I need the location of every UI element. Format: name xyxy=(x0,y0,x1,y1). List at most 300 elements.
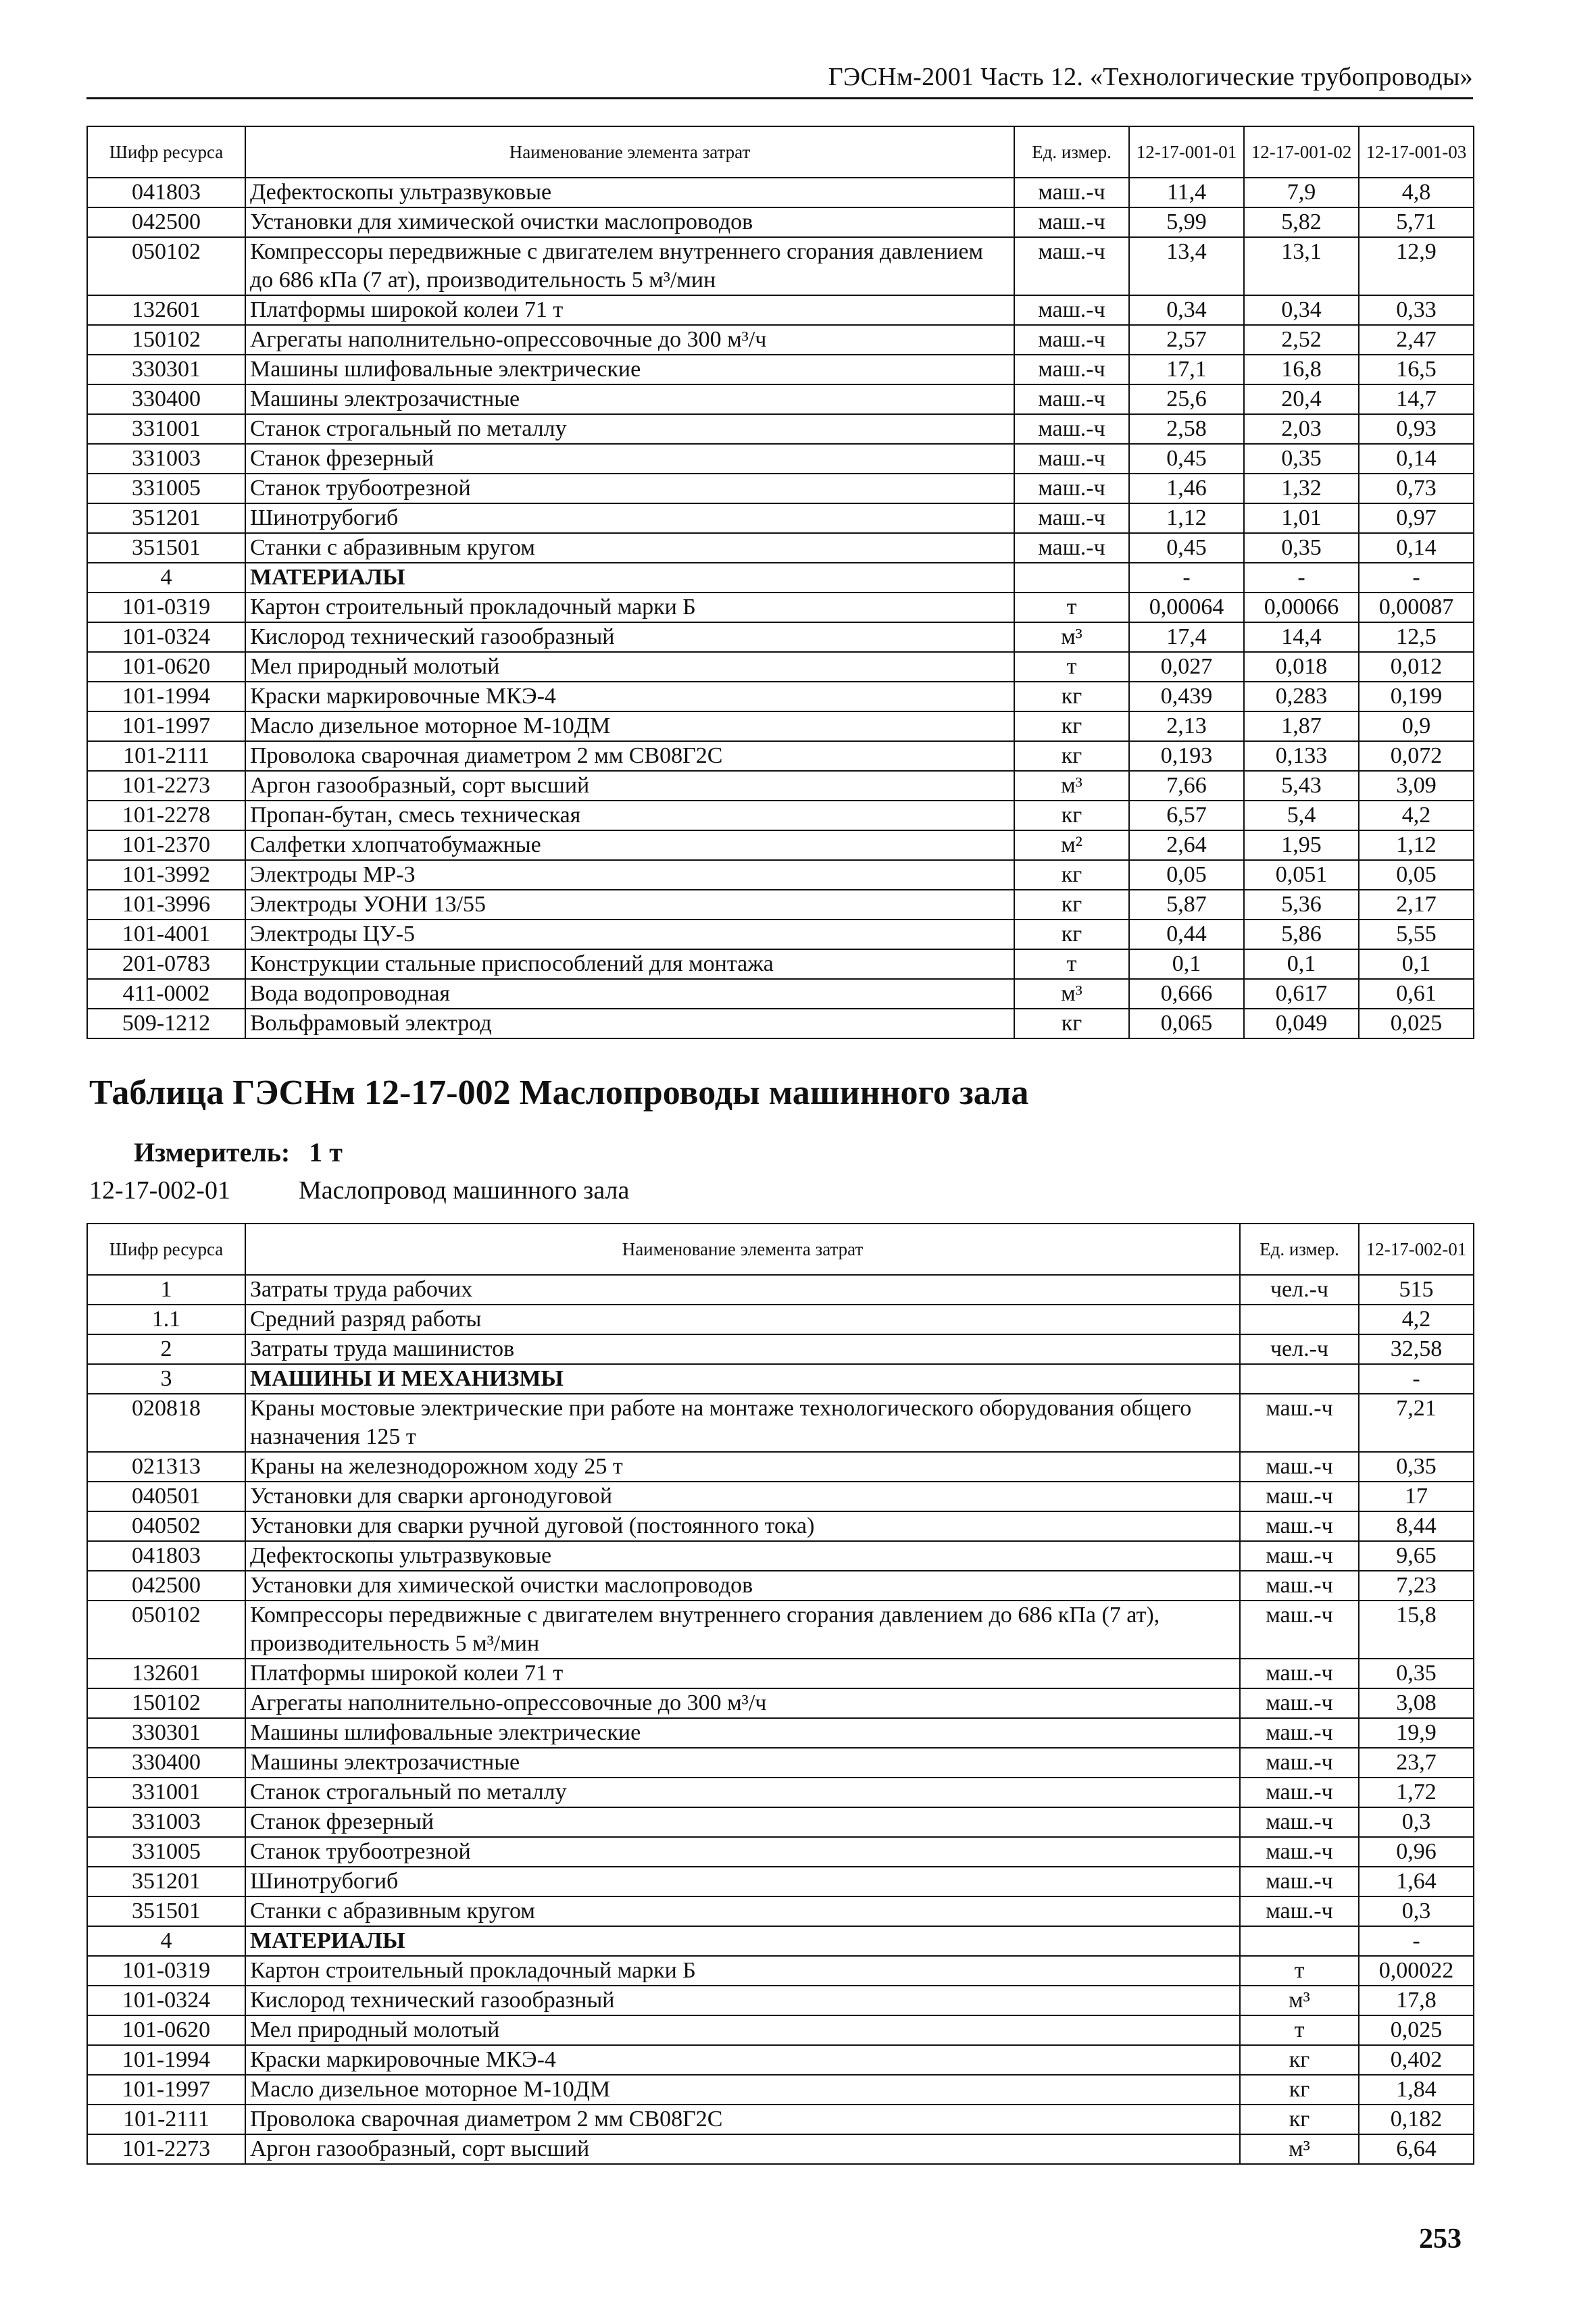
norm-value-1: 1,12 xyxy=(1129,503,1244,533)
norm-value-1: 8,44 xyxy=(1359,1511,1474,1541)
resource-code: 509-1212 xyxy=(87,1009,245,1038)
resource-code: 101-0319 xyxy=(87,1956,245,1986)
table-row xyxy=(87,979,1474,1009)
norm-value-3: 0,14 xyxy=(1359,444,1474,474)
resource-name: Дефектоскопы ультразвуковые xyxy=(245,1541,1240,1571)
resource-name: Масло дизельное моторное М-10ДМ xyxy=(245,711,1014,741)
norm-value-1: 5,87 xyxy=(1129,890,1244,920)
resource-name: Проволока сварочная диаметром 2 мм СВ08Г2С xyxy=(245,2105,1240,2134)
resource-name: Конструкции стальные приспособлений для монтажа xyxy=(245,949,1014,979)
norm-value-3: 16,5 xyxy=(1359,355,1474,384)
norm-value-2: 0,35 xyxy=(1244,533,1359,563)
unit-cell: маш.-ч xyxy=(1240,1659,1359,1688)
norm-value-1: 7,21 xyxy=(1359,1394,1474,1452)
resource-code: 101-2273 xyxy=(87,2134,245,2164)
table-row xyxy=(87,474,1474,503)
resource-name: Картон строительный прокладочный марки Б xyxy=(245,593,1014,622)
resource-code: 331003 xyxy=(87,1807,245,1837)
table-row xyxy=(87,1482,1474,1511)
unit-cell: маш.-ч xyxy=(1240,1867,1359,1896)
resource-name: Салфетки хлопчатобумажные xyxy=(245,830,1014,860)
norm-value-1: 17 xyxy=(1359,1482,1474,1511)
norm-value-2: 13,1 xyxy=(1244,237,1359,295)
norm-value-2: 5,82 xyxy=(1244,207,1359,237)
table-row xyxy=(87,444,1474,474)
col-header-unit: Ед. измер. xyxy=(1240,1224,1359,1275)
col-header-name: Наименование элемента затрат xyxy=(245,1224,1240,1275)
norm-value-1: 515 xyxy=(1359,1275,1474,1305)
norm-value-1: 7,66 xyxy=(1129,771,1244,801)
resource-name: Компрессоры передвижные с двигателем внутреннего сгорания давлением до 686 кПа (7 ат), производительность 5 м³/мин xyxy=(245,237,1014,295)
norm-value-1: 0,439 xyxy=(1129,682,1244,711)
unit-cell: кг xyxy=(1014,920,1129,949)
table-row xyxy=(87,1748,1474,1778)
unit-cell: кг xyxy=(1240,2075,1359,2105)
norm-value-1: 0,3 xyxy=(1359,1807,1474,1837)
norm-value-2: 5,86 xyxy=(1244,920,1359,949)
resource-code: 101-0324 xyxy=(87,1986,245,2015)
resource-name: Машины шлифовальные электрические xyxy=(245,355,1014,384)
resource-name: Станок строгальный по металлу xyxy=(245,414,1014,444)
norm-value-2: 1,01 xyxy=(1244,503,1359,533)
resource-name: Машины электрозачистные xyxy=(245,1748,1240,1778)
table-row xyxy=(87,2045,1474,2075)
table-row xyxy=(87,920,1474,949)
norm-value-1: - xyxy=(1129,563,1244,593)
resource-code: 331001 xyxy=(87,1778,245,1807)
resource-name: Установки для сварки аргонодуговой xyxy=(245,1482,1240,1511)
resource-code: 150102 xyxy=(87,1688,245,1718)
norm-value-3: 4,8 xyxy=(1359,178,1474,207)
norm-value-2: 5,36 xyxy=(1244,890,1359,920)
unit-cell: маш.-ч xyxy=(1240,1571,1359,1601)
norm-value-1: 0,027 xyxy=(1129,652,1244,682)
col-header-unit: Ед. измер. xyxy=(1014,126,1129,178)
unit-cell xyxy=(1240,1305,1359,1334)
resource-name: Платформы широкой колеи 71 т xyxy=(245,1659,1240,1688)
table-row xyxy=(87,237,1474,295)
norm-value-3: 3,09 xyxy=(1359,771,1474,801)
table-row xyxy=(87,1867,1474,1896)
table-row xyxy=(87,414,1474,444)
norm-value-3: 0,199 xyxy=(1359,682,1474,711)
norm-value-2: 0,34 xyxy=(1244,295,1359,325)
unit-cell: маш.-ч xyxy=(1240,1688,1359,1718)
unit-cell: кг xyxy=(1240,2105,1359,2134)
norm-code: 12-17-002-01 xyxy=(89,1176,230,1205)
resource-code: 101-0324 xyxy=(87,622,245,652)
table-row xyxy=(87,207,1474,237)
resource-code: 101-3996 xyxy=(87,890,245,920)
resource-code: 101-3992 xyxy=(87,860,245,890)
resource-name: Платформы широкой колеи 71 т xyxy=(245,295,1014,325)
unit-cell: маш.-ч xyxy=(1240,1541,1359,1571)
unit-cell: кг xyxy=(1014,682,1129,711)
norm-value-3: 12,5 xyxy=(1359,622,1474,652)
resource-code: 331003 xyxy=(87,444,245,474)
resource-code: 4 xyxy=(87,1926,245,1956)
norm-value-1: 0,45 xyxy=(1129,444,1244,474)
norm-value-3: 14,7 xyxy=(1359,384,1474,414)
unit-cell: маш.-ч xyxy=(1014,384,1129,414)
resource-name: Шинотрубогиб xyxy=(245,503,1014,533)
resource-code: 3 xyxy=(87,1364,245,1394)
resource-code: 101-2370 xyxy=(87,830,245,860)
norm-value-1: 17,8 xyxy=(1359,1986,1474,2015)
unit-cell: маш.-ч xyxy=(1014,533,1129,563)
table-row xyxy=(87,1956,1474,1986)
table-row xyxy=(87,1364,1474,1394)
norm-value-3: 5,55 xyxy=(1359,920,1474,949)
resource-code: 101-2111 xyxy=(87,2105,245,2134)
unit-cell: маш.-ч xyxy=(1014,237,1129,295)
table-row xyxy=(87,533,1474,563)
norm-value-1: 1,84 xyxy=(1359,2075,1474,2105)
norm-value-1: 13,4 xyxy=(1129,237,1244,295)
norm-value-1: 0,666 xyxy=(1129,979,1244,1009)
resource-code: 041803 xyxy=(87,1541,245,1571)
table-row xyxy=(87,1986,1474,2015)
norm-value-3: 0,025 xyxy=(1359,1009,1474,1038)
norm-value-1: 1,64 xyxy=(1359,1867,1474,1896)
resource-code: 050102 xyxy=(87,1601,245,1659)
table-row xyxy=(87,1452,1474,1482)
resource-code: 330301 xyxy=(87,355,245,384)
resource-code: 330400 xyxy=(87,1748,245,1778)
unit-cell xyxy=(1240,1926,1359,1956)
resource-name: Станки с абразивным кругом xyxy=(245,533,1014,563)
resource-code: 4 xyxy=(87,563,245,593)
resource-code: 041803 xyxy=(87,178,245,207)
resource-name: Аргон газообразный, сорт высший xyxy=(245,771,1014,801)
norm-value-2: 0,1 xyxy=(1244,949,1359,979)
resource-code: 351501 xyxy=(87,533,245,563)
norm-value-1: 0,35 xyxy=(1359,1659,1474,1688)
norm-value-1: 32,58 xyxy=(1359,1334,1474,1364)
resource-name: Станок фрезерный xyxy=(245,1807,1240,1837)
norm-value-3: - xyxy=(1359,563,1474,593)
resource-name: Агрегаты наполнительно-опрессовочные до 300 м³/ч xyxy=(245,1688,1240,1718)
norm-value-1: 1,46 xyxy=(1129,474,1244,503)
norm-value-1: 7,23 xyxy=(1359,1571,1474,1601)
norm-value-2: 14,4 xyxy=(1244,622,1359,652)
norm-value-2: 2,52 xyxy=(1244,325,1359,355)
resource-name: Затраты труда рабочих xyxy=(245,1275,1240,1305)
resource-name: Станок трубоотрезной xyxy=(245,474,1014,503)
norm-value-1: 6,64 xyxy=(1359,2134,1474,2164)
norm-value-1: 0,35 xyxy=(1359,1452,1474,1482)
norm-value-2: 16,8 xyxy=(1244,355,1359,384)
unit-cell: кг xyxy=(1014,860,1129,890)
norm-value-1: 0,05 xyxy=(1129,860,1244,890)
norm-value-3: 0,97 xyxy=(1359,503,1474,533)
norm-value-2: 0,018 xyxy=(1244,652,1359,682)
norm-value-1: - xyxy=(1359,1926,1474,1956)
table-row xyxy=(87,652,1474,682)
unit-cell: маш.-ч xyxy=(1240,1807,1359,1837)
col-header-norm-3: 12-17-001-03 xyxy=(1359,126,1474,178)
norm-value-1: 0,45 xyxy=(1129,533,1244,563)
resource-name: Масло дизельное моторное М-10ДМ xyxy=(245,2075,1240,2105)
resource-name: Электроды ЦУ-5 xyxy=(245,920,1014,949)
norm-value-1: 0,00064 xyxy=(1129,593,1244,622)
table-row xyxy=(87,384,1474,414)
norm-value-2: 0,051 xyxy=(1244,860,1359,890)
resource-table-1 xyxy=(86,126,1474,1039)
resource-name: Картон строительный прокладочный марки Б xyxy=(245,1956,1240,1986)
resource-name: Мел природный молотый xyxy=(245,2015,1240,2045)
resource-code: 331005 xyxy=(87,474,245,503)
resource-code: 101-4001 xyxy=(87,920,245,949)
unit-cell: маш.-ч xyxy=(1240,1718,1359,1748)
resource-name: Установки для сварки ручной дуговой (постоянного тока) xyxy=(245,1511,1240,1541)
unit-cell: маш.-ч xyxy=(1240,1482,1359,1511)
unit-cell: маш.-ч xyxy=(1240,1601,1359,1659)
resource-code: 351501 xyxy=(87,1896,245,1926)
unit-cell: маш.-ч xyxy=(1014,444,1129,474)
resource-code: 150102 xyxy=(87,325,245,355)
table-row xyxy=(87,711,1474,741)
norm-value-1: 3,08 xyxy=(1359,1688,1474,1718)
unit-cell: м³ xyxy=(1014,771,1129,801)
norm-value-3: 0,1 xyxy=(1359,949,1474,979)
norm-value-1: 0,025 xyxy=(1359,2015,1474,2045)
norm-value-1: 11,4 xyxy=(1129,178,1244,207)
table-row xyxy=(87,178,1474,207)
norm-value-3: 4,2 xyxy=(1359,801,1474,830)
norm-value-3: 0,9 xyxy=(1359,711,1474,741)
table-row xyxy=(87,503,1474,533)
norm-value-3: 0,73 xyxy=(1359,474,1474,503)
norm-value-3: 0,14 xyxy=(1359,533,1474,563)
resource-name: Станок фрезерный xyxy=(245,444,1014,474)
norm-value-3: 0,072 xyxy=(1359,741,1474,771)
norm-value-2: 5,43 xyxy=(1244,771,1359,801)
col-header-norm-2: 12-17-001-02 xyxy=(1244,126,1359,178)
table-row xyxy=(87,1511,1474,1541)
resource-name: Электроды УОНИ 13/55 xyxy=(245,890,1014,920)
header-rule xyxy=(86,97,1473,99)
norm-value-1: 15,8 xyxy=(1359,1601,1474,1659)
table-row xyxy=(87,1334,1474,1364)
norm-value-1: 0,34 xyxy=(1129,295,1244,325)
resource-name: Вольфрамовый электрод xyxy=(245,1009,1014,1038)
resource-code: 101-0620 xyxy=(87,652,245,682)
table-row xyxy=(87,860,1474,890)
table-row xyxy=(87,830,1474,860)
norm-value-1: 9,65 xyxy=(1359,1541,1474,1571)
resource-name: Проволока сварочная диаметром 2 мм СВ08Г2С xyxy=(245,741,1014,771)
unit-cell xyxy=(1240,1364,1359,1394)
norm-value-2: 0,35 xyxy=(1244,444,1359,474)
unit-cell: м³ xyxy=(1240,1986,1359,2015)
norm-value-1: 0,182 xyxy=(1359,2105,1474,2134)
norm-value-2: 0,283 xyxy=(1244,682,1359,711)
unit-cell: кг xyxy=(1014,741,1129,771)
table-row xyxy=(87,771,1474,801)
resource-code: 101-1997 xyxy=(87,2075,245,2105)
table-row xyxy=(87,593,1474,622)
resource-name: Краски маркировочные МКЭ-4 xyxy=(245,682,1014,711)
unit-cell xyxy=(1014,563,1129,593)
table-row xyxy=(87,1305,1474,1334)
norm-value-3: 12,9 xyxy=(1359,237,1474,295)
resource-name: Краны на железнодорожном ходу 25 т xyxy=(245,1452,1240,1482)
table-row xyxy=(87,1541,1474,1571)
table-row xyxy=(87,801,1474,830)
col-header-code: Шифр ресурса xyxy=(87,126,245,178)
unit-cell: м³ xyxy=(1014,622,1129,652)
unit-cell: кг xyxy=(1014,801,1129,830)
table-row xyxy=(87,1778,1474,1807)
norm-value-1: 0,3 xyxy=(1359,1896,1474,1926)
resource-code: 101-1997 xyxy=(87,711,245,741)
norm-value-2: 0,133 xyxy=(1244,741,1359,771)
unit-cell: м² xyxy=(1014,830,1129,860)
norm-value-3: 5,71 xyxy=(1359,207,1474,237)
norm-value-1: 5,99 xyxy=(1129,207,1244,237)
resource-name: Краски маркировочные МКЭ-4 xyxy=(245,2045,1240,2075)
norm-value-3: 1,12 xyxy=(1359,830,1474,860)
resource-name: Кислород технический газообразный xyxy=(245,622,1014,652)
unit-cell: т xyxy=(1014,593,1129,622)
norm-value-3: 0,93 xyxy=(1359,414,1474,444)
norm-value-2: 2,03 xyxy=(1244,414,1359,444)
unit-cell: кг xyxy=(1014,1009,1129,1038)
norm-value-3: 0,012 xyxy=(1359,652,1474,682)
resource-code: 042500 xyxy=(87,207,245,237)
norm-value-2: - xyxy=(1244,563,1359,593)
resource-name: Установки для химической очистки маслопроводов xyxy=(245,1571,1240,1601)
resource-code: 351201 xyxy=(87,1867,245,1896)
norm-value-1: 23,7 xyxy=(1359,1748,1474,1778)
norm-value-2: 1,95 xyxy=(1244,830,1359,860)
norm-value-1: 0,402 xyxy=(1359,2045,1474,2075)
table-row xyxy=(87,2134,1474,2164)
unit-cell: м³ xyxy=(1014,979,1129,1009)
resource-code: 201-0783 xyxy=(87,949,245,979)
table-2-title: Таблица ГЭСНм 12-17-002 Маслопроводы машинного зала xyxy=(89,1074,1029,1112)
unit-cell: маш.-ч xyxy=(1240,1394,1359,1452)
meter-value: 1 т xyxy=(309,1137,343,1167)
norm-value-2: 0,617 xyxy=(1244,979,1359,1009)
col-header-norm-1: 12-17-001-01 xyxy=(1129,126,1244,178)
table-row xyxy=(87,1688,1474,1718)
resource-code: 042500 xyxy=(87,1571,245,1601)
norm-value-3: 0,05 xyxy=(1359,860,1474,890)
table-row xyxy=(87,1837,1474,1867)
resource-code: 1.1 xyxy=(87,1305,245,1334)
table-row xyxy=(87,1571,1474,1601)
resource-name: Дефектоскопы ультразвуковые xyxy=(245,178,1014,207)
table-row xyxy=(87,325,1474,355)
resource-name: Установки для химической очистки маслопроводов xyxy=(245,207,1014,237)
norm-value-1: 2,13 xyxy=(1129,711,1244,741)
unit-cell: т xyxy=(1240,1956,1359,1986)
table-row xyxy=(87,622,1474,652)
table-row xyxy=(87,1926,1474,1956)
resource-code: 1 xyxy=(87,1275,245,1305)
col-header-code: Шифр ресурса xyxy=(87,1224,245,1275)
norm-value-2: 0,00066 xyxy=(1244,593,1359,622)
resource-code: 351201 xyxy=(87,503,245,533)
norm-value-1: 1,72 xyxy=(1359,1778,1474,1807)
unit-cell: маш.-ч xyxy=(1014,295,1129,325)
norm-value-1: - xyxy=(1359,1364,1474,1394)
norm-value-1: 2,58 xyxy=(1129,414,1244,444)
running-header: ГЭСНм-2001 Часть 12. «Технологические трубопроводы» xyxy=(828,63,1473,91)
unit-cell: маш.-ч xyxy=(1240,1896,1359,1926)
resource-name: Шинотрубогиб xyxy=(245,1867,1240,1896)
resource-code: 021313 xyxy=(87,1452,245,1482)
resource-code: 040502 xyxy=(87,1511,245,1541)
resource-code: 132601 xyxy=(87,295,245,325)
table-row xyxy=(87,741,1474,771)
norm-title: Маслопровод машинного зала xyxy=(299,1176,630,1205)
table-row xyxy=(87,682,1474,711)
norm-value-1: 2,57 xyxy=(1129,325,1244,355)
unit-cell: маш.-ч xyxy=(1014,325,1129,355)
table-row xyxy=(87,1807,1474,1837)
unit-cell: т xyxy=(1014,652,1129,682)
table-row xyxy=(87,1009,1474,1038)
norm-value-2: 20,4 xyxy=(1244,384,1359,414)
table-row xyxy=(87,1275,1474,1305)
norm-value-3: 0,33 xyxy=(1359,295,1474,325)
resource-code: 101-2273 xyxy=(87,771,245,801)
norm-value-1: 17,1 xyxy=(1129,355,1244,384)
table-row xyxy=(87,563,1474,593)
col-header-norm-1: 12-17-002-01 xyxy=(1359,1224,1474,1275)
norm-value-1: 17,4 xyxy=(1129,622,1244,652)
resource-code: 020818 xyxy=(87,1394,245,1452)
unit-cell: кг xyxy=(1240,2045,1359,2075)
resource-code: 2 xyxy=(87,1334,245,1364)
resource-name: Аргон газообразный, сорт высший xyxy=(245,2134,1240,2164)
norm-value-1: 19,9 xyxy=(1359,1718,1474,1748)
norm-value-1: 0,1 xyxy=(1129,949,1244,979)
unit-cell: маш.-ч xyxy=(1014,474,1129,503)
meter-label: Измеритель: xyxy=(134,1137,291,1167)
table-row xyxy=(87,1718,1474,1748)
table-row xyxy=(87,2075,1474,2105)
table-row xyxy=(87,949,1474,979)
unit-cell: маш.-ч xyxy=(1014,207,1129,237)
unit-cell: чел.-ч xyxy=(1240,1334,1359,1364)
resource-code: 101-1994 xyxy=(87,2045,245,2075)
norm-value-2: 7,9 xyxy=(1244,178,1359,207)
norm-value-1: 0,193 xyxy=(1129,741,1244,771)
resource-code: 331001 xyxy=(87,414,245,444)
unit-cell: т xyxy=(1240,2015,1359,2045)
norm-value-1: 6,57 xyxy=(1129,801,1244,830)
resource-name: МАТЕРИАЛЫ xyxy=(245,1926,1240,1956)
resource-name: Вода водопроводная xyxy=(245,979,1014,1009)
unit-cell: маш.-ч xyxy=(1240,1748,1359,1778)
table-row xyxy=(87,1659,1474,1688)
unit-cell: маш.-ч xyxy=(1014,355,1129,384)
unit-cell: маш.-ч xyxy=(1240,1452,1359,1482)
unit-cell: чел.-ч xyxy=(1240,1275,1359,1305)
resource-code: 040501 xyxy=(87,1482,245,1511)
table-2-body xyxy=(87,1275,1474,2164)
unit-cell: маш.-ч xyxy=(1240,1511,1359,1541)
table-row xyxy=(87,1601,1474,1659)
norm-value-3: 0,61 xyxy=(1359,979,1474,1009)
resource-name: МАТЕРИАЛЫ xyxy=(245,563,1014,593)
resource-code: 101-0620 xyxy=(87,2015,245,2045)
resource-code: 101-0319 xyxy=(87,593,245,622)
